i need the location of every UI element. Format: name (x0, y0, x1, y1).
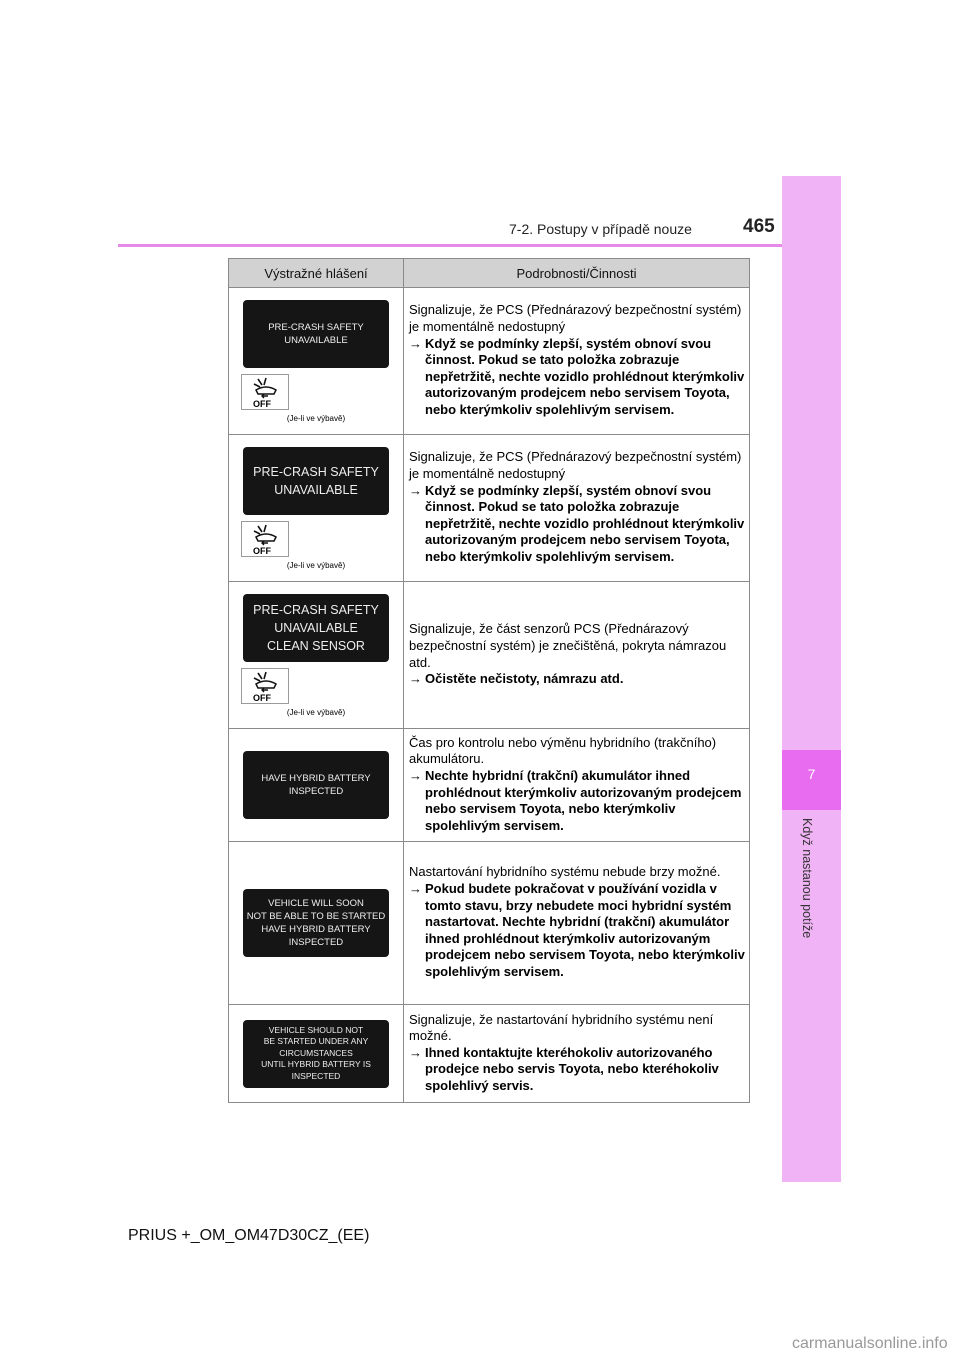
details-cell (404, 435, 750, 582)
pcs-off-label: OFF (253, 398, 271, 409)
pcs-off-label: OFF (253, 545, 271, 556)
message-cell (229, 842, 404, 1005)
display-screen-image: VEHICLE SHOULD NOT BE STARTED UNDER ANY CIRCUMSTANCES UNTIL HYBRID BATTERY IS INSPECTED (243, 1020, 389, 1088)
table-row (229, 842, 750, 1005)
table-row (229, 729, 750, 842)
details-cell (404, 288, 750, 435)
pcs-off-icon (241, 668, 289, 704)
message-cell (229, 582, 404, 729)
display-screen-image: PRE-CRASH SAFETY UNAVAILABLE (243, 447, 389, 515)
details-cell (404, 1005, 750, 1103)
row-description: Signalizuje, že PCS (Přednárazový bezpečnostní systém) je momentálně nedostupný (409, 449, 742, 482)
row-action: Když se podmínky zlepší, systém obnoví svou činnost. Pokud se tato položka zobrazuje nepřetržitě, nechte vozidlo prohlédnout kterýmkoliv autorizovaným prodejcem nebo servisem Toyota, nebo kterýmkoliv spolehlivým servisem. (425, 482, 745, 564)
message-cell (229, 729, 404, 842)
header-rule (118, 244, 782, 247)
column-header-details: Podrobnosti/Činnosti (404, 259, 750, 288)
details-cell (404, 729, 750, 842)
row-description: Signalizuje, že část senzorů PCS (Přednárazový bezpečnostní systém) je znečištěná, pokryta námrazou atd. (409, 621, 727, 670)
row-action: Pokud budete pokračovat v používání vozidla v tomto stavu, brzy nebudete moci hybridní systém nastartovat. Nechte hybridní (trakční) akumulátor ihned prohlédnout kterýmkoliv autorizovaným prodejcem nebo servisem Toyota, nebo kterýmkoliv spolehlivým servisem. (425, 881, 745, 979)
table-row (229, 435, 750, 582)
display-screen-image: VEHICLE WILL SOON NOT BE ABLE TO BE STARTED HAVE HYBRID BATTERY INSPECTED (243, 889, 389, 957)
side-tab (782, 176, 841, 1182)
chapter-label: Když nastanou potíže (800, 818, 814, 939)
table-header-row (229, 259, 750, 288)
arrow-glyph: → (409, 482, 422, 498)
warning-message-table (228, 258, 750, 1103)
display-screen-image: HAVE HYBRID BATTERY INSPECTED (243, 751, 389, 819)
optional-note: (Je-li ve výbavě) (286, 707, 346, 717)
table-row (229, 582, 750, 729)
row-description: Nastartování hybridního systému nebude brzy možné. (409, 864, 721, 880)
section-title: 7-2. Postupy v případě nouze (509, 221, 692, 237)
optional-note: (Je-li ve výbavě) (286, 560, 346, 570)
arrow-glyph: → (409, 671, 422, 687)
row-description: Čas pro kontrolu nebo výměnu hybridního (trakčního) akumulátoru. (409, 734, 717, 767)
pcs-off-icon (241, 521, 289, 557)
arrow-glyph: → (409, 767, 422, 783)
row-action: Očistěte nečistoty, námrazu atd. (425, 671, 624, 687)
details-cell (404, 842, 750, 1005)
row-description: Signalizuje, že nastartování hybridního systému není možné. (409, 1011, 714, 1044)
column-header-message: Výstražné hlášení (229, 259, 404, 288)
message-cell (229, 435, 404, 582)
arrow-glyph: → (409, 881, 422, 897)
display-screen-image: PRE-CRASH SAFETY UNAVAILABLE CLEAN SENSOR (243, 594, 389, 662)
chapter-number: 7 (782, 750, 841, 810)
display-screen-image: PRE-CRASH SAFETY UNAVAILABLE (243, 300, 389, 368)
arrow-glyph: → (409, 335, 422, 351)
table-row (229, 1005, 750, 1103)
message-cell (229, 1005, 404, 1103)
row-action: Ihned kontaktujte kteréhokoliv autorizovaného prodejce nebo servis Toyota, nebo kteréhokoliv spolehlivý servis. (425, 1044, 719, 1093)
message-cell (229, 288, 404, 435)
watermark: carmanualsonline.info (792, 1335, 948, 1352)
row-description: Signalizuje, že PCS (Přednárazový bezpečnostní systém) je momentálně nedostupný (409, 302, 742, 335)
document-id: PRIUS +_OM_OM47D30CZ_(EE) (128, 1227, 370, 1244)
details-cell (404, 582, 750, 729)
row-action: Nechte hybridní (trakční) akumulátor ihned prohlédnout kterýmkoliv autorizovaným prodejcem nebo servisem Toyota, nebo kterýmkoliv spolehlivým servisem. (425, 767, 742, 833)
pcs-off-label: OFF (253, 692, 271, 703)
table-row (229, 288, 750, 435)
page-number: 465 (743, 216, 775, 237)
pcs-off-icon (241, 374, 289, 410)
arrow-glyph: → (409, 1044, 422, 1060)
row-action: Když se podmínky zlepší, systém obnoví svou činnost. Pokud se tato položka zobrazuje nepřetržitě, nechte vozidlo prohlédnout kterýmkoliv autorizovaným prodejcem nebo servisem Toyota, nebo kterýmkoliv spolehlivým servisem. (425, 335, 745, 417)
optional-note: (Je-li ve výbavě) (286, 413, 346, 423)
